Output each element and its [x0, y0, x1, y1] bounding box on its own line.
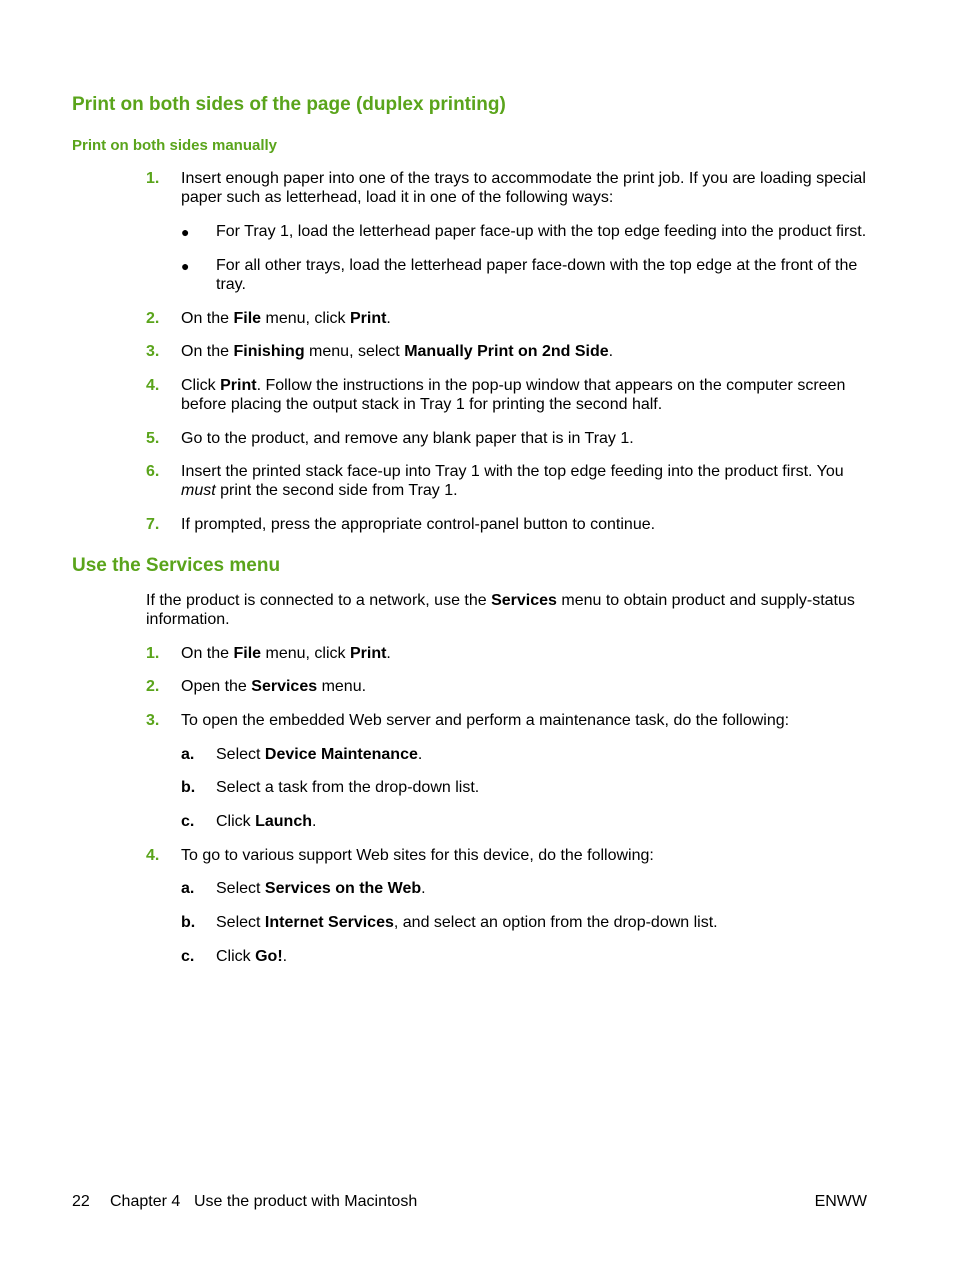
step-text: To go to various support Web sites for this device, do the following: — [181, 847, 654, 864]
step-text: On the Finishing menu, select Manually Print on 2nd Side. — [181, 343, 614, 360]
step-number: 2. — [146, 678, 160, 695]
sub-text: Select Internet Services, and select an option from the drop-down list. — [216, 914, 718, 931]
step-number: 4. — [146, 847, 160, 864]
sub-marker: c. — [181, 948, 195, 965]
step-number: 6. — [146, 463, 160, 480]
footer-enww: ENWW — [814, 1193, 867, 1210]
step-number: 7. — [146, 516, 160, 533]
step-text: Open the Services menu. — [181, 678, 367, 695]
step-text: Insert enough paper into one of the trays to accommodate the print job. If you are loading special paper such as letterhead, load it in one of the following ways: — [181, 170, 866, 206]
step-text: If prompted, press the appropriate control-panel button to continue. — [181, 516, 656, 533]
step-number: 1. — [146, 645, 160, 662]
step-number: 4. — [146, 377, 160, 394]
sub-marker: b. — [181, 779, 196, 796]
step-text: On the File menu, click Print. — [181, 645, 391, 662]
step-text: Insert the printed stack face-up into Tray 1 with the top edge feeding into the product first. You must print the second side from Tray 1. — [181, 463, 844, 499]
step-number: 2. — [146, 310, 160, 327]
step-number: 3. — [146, 712, 160, 729]
page-number: 22 — [72, 1193, 90, 1210]
sub-text: Select Services on the Web. — [216, 880, 426, 897]
sub-marker: b. — [181, 914, 196, 931]
section-title-services: Use the Services menu — [72, 555, 281, 576]
step-text: Go to the product, and remove any blank paper that is in Tray 1. — [181, 430, 634, 447]
step-number: 1. — [146, 170, 160, 187]
step-text: Click Print. Follow the instructions in the pop-up window that appears on the computer screen before placing the output stack in Tray 1 for printing the second half. — [181, 377, 846, 413]
section-subtitle-manual: Print on both sides manually — [72, 137, 278, 154]
footer-chapter: Chapter 4 — [110, 1193, 181, 1210]
step-text: To open the embedded Web server and perform a maintenance task, do the following: — [181, 712, 790, 729]
bullet-text: For Tray 1, load the letterhead paper face-up with the top edge feeding into the product first. — [216, 223, 867, 240]
intro-paragraph: If the product is connected to a network, use the Services menu to obtain product and supply-status information. — [146, 592, 855, 628]
bullet-icon: ● — [181, 224, 190, 240]
step-number: 5. — [146, 430, 160, 447]
sub-text: Click Launch. — [216, 813, 317, 830]
sub-marker: a. — [181, 746, 195, 763]
footer-chapter-title: Use the product with Macintosh — [194, 1193, 418, 1210]
sub-text: Select Device Maintenance. — [216, 746, 423, 763]
sub-text: Click Go!. — [216, 948, 288, 965]
sub-text: Select a task from the drop-down list. — [216, 779, 480, 796]
sub-marker: c. — [181, 813, 195, 830]
section-title-duplex: Print on both sides of the page (duplex printing) — [72, 94, 506, 115]
step-text: On the File menu, click Print. — [181, 310, 391, 327]
bullet-icon: ● — [181, 258, 190, 274]
bullet-text: For all other trays, load the letterhead paper face-down with the top edge at the front of the tray. — [216, 257, 858, 293]
sub-marker: a. — [181, 880, 195, 897]
step-number: 3. — [146, 343, 160, 360]
